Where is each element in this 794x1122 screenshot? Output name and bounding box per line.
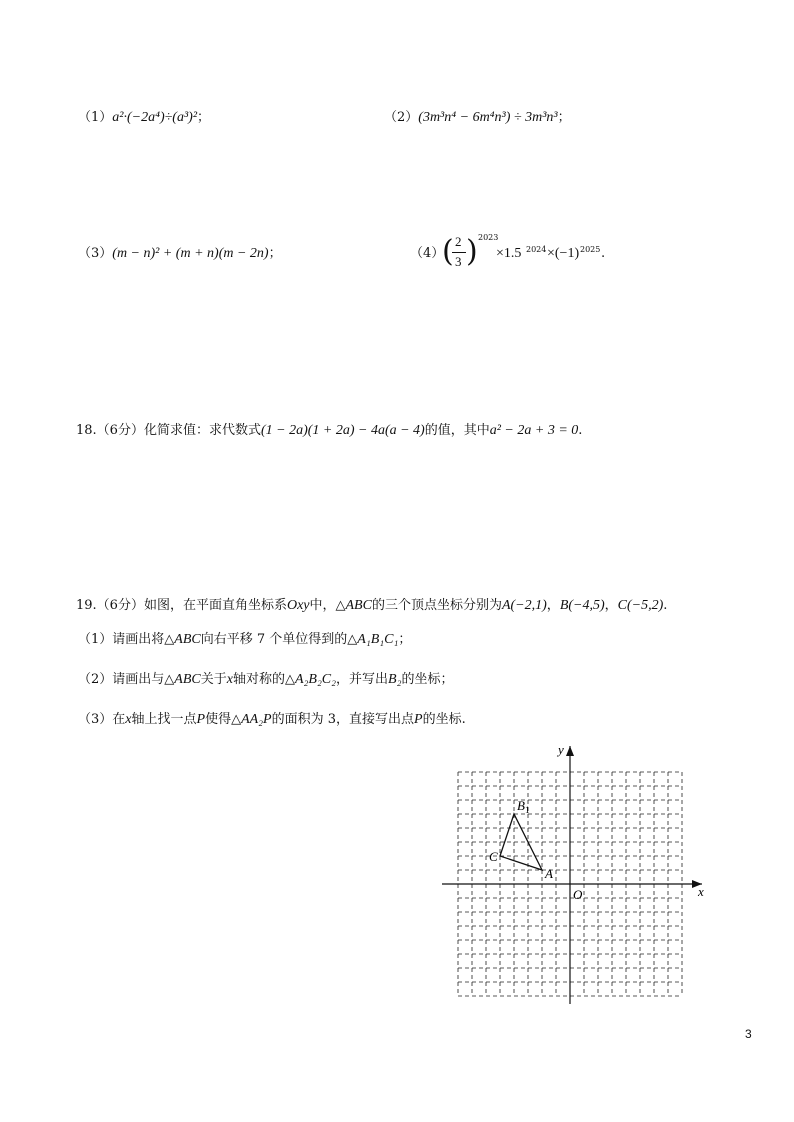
math-text: ABC (174, 632, 201, 647)
math-text: Oxy (286, 598, 310, 613)
text: 19.（6分）如图，在平面直角坐标系 (76, 598, 287, 613)
point-b: B(−4,5) (559, 598, 605, 613)
math-expression: (m − n)² + (m + n)(m − 2n) (112, 246, 269, 261)
math-text: x (226, 672, 233, 687)
math-text: P (414, 712, 423, 727)
text: 中，△ (309, 598, 346, 613)
math-expression: a²·(−2a⁴)÷(a³)² (112, 110, 198, 125)
text: 关于 (200, 672, 227, 687)
page-number: 3 (745, 1027, 752, 1041)
math-text: ABC (174, 672, 201, 687)
math-text: B₂ (388, 672, 402, 687)
problem-19-intro (76, 598, 667, 614)
point-c: C(−5,2) (617, 598, 664, 613)
math-expression: (3m³n⁴ − 6m⁴n³) ÷ 3m³n³ (418, 110, 558, 125)
text: 的面积为 3，直接写出点 (271, 712, 415, 727)
punctuation: . (601, 246, 606, 261)
math-text: A₂B₂C₂ (294, 672, 337, 687)
text: 向右平移 7 个单位得到的△ (200, 632, 358, 647)
vertex-c-label: C (489, 849, 498, 864)
text: 的坐标； (401, 672, 454, 687)
text: 的坐标. (422, 712, 466, 727)
exponent: 2025 (580, 245, 601, 254)
problem-17-part-3 (78, 246, 282, 262)
text: ，并写出 (336, 672, 389, 687)
punctuation: ； (557, 110, 571, 125)
text: ， (604, 598, 618, 613)
part-number: （4） (410, 246, 445, 261)
math-expression: ×(−1) (547, 246, 580, 261)
punctuation: . (578, 423, 583, 438)
text: （3）在 (78, 712, 126, 727)
point-a: A(−2,1) (501, 598, 547, 613)
punctuation: ； (197, 110, 211, 125)
math-text: ABC (345, 598, 372, 613)
text: 使得△ (205, 712, 242, 727)
part-number: （1） (78, 110, 113, 125)
left-paren: ( (442, 234, 454, 269)
problem-19-q1 (78, 632, 411, 648)
exponent: 2024 (526, 245, 547, 254)
problem-label: 18.（6分）化简求值：求代数式 (76, 423, 261, 438)
fraction-numerator: 2 (455, 234, 462, 249)
text: 的三个顶点坐标分别为 (371, 598, 502, 613)
x-axis-label: x (698, 884, 704, 899)
origin-label: O (573, 887, 583, 902)
problem-19-q3 (78, 712, 466, 728)
math-condition: a² − 2a + 3 = 0 (489, 423, 579, 438)
math-expression: ×1.5 (496, 246, 522, 261)
exponent: 2023 (478, 233, 499, 242)
fraction-denominator: 3 (455, 254, 462, 269)
problem-17-part-1 (78, 110, 210, 126)
problem-18 (76, 423, 582, 439)
text: （2）请画出与△ (78, 672, 175, 687)
right-paren: ) (466, 234, 478, 269)
text: 轴上找一点 (131, 712, 197, 727)
y-axis-arrow (566, 746, 574, 756)
part-number: （2） (384, 110, 419, 125)
problem-19-q2 (78, 672, 453, 688)
y-axis-label: y (558, 742, 564, 757)
text: 轴对称的△ (232, 672, 295, 687)
vertex-a-label: A (545, 866, 553, 881)
text: . (663, 598, 668, 613)
math-expression: (1 − 2a)(1 + 2a) − 4a(a − 4) (260, 423, 425, 438)
math-text: x (125, 712, 132, 727)
problem-17-part-2 (384, 110, 571, 126)
vertex-b-label: $B_1$ (517, 798, 530, 815)
math-text: AA₂P (241, 712, 272, 727)
math-text: P (196, 712, 206, 727)
coordinate-grid-figure (440, 742, 710, 1006)
text: ； (398, 632, 412, 647)
fraction-bar (452, 252, 466, 253)
math-text: A₁B₁C₁ (357, 632, 399, 647)
text: （1）请画出将△ (78, 632, 175, 647)
part-number: （3） (78, 246, 113, 261)
text: ， (546, 598, 560, 613)
punctuation: ； (268, 246, 282, 261)
axes (442, 746, 702, 1004)
problem-text: 的值，其中 (424, 423, 490, 438)
coordinate-grid (440, 742, 710, 1006)
